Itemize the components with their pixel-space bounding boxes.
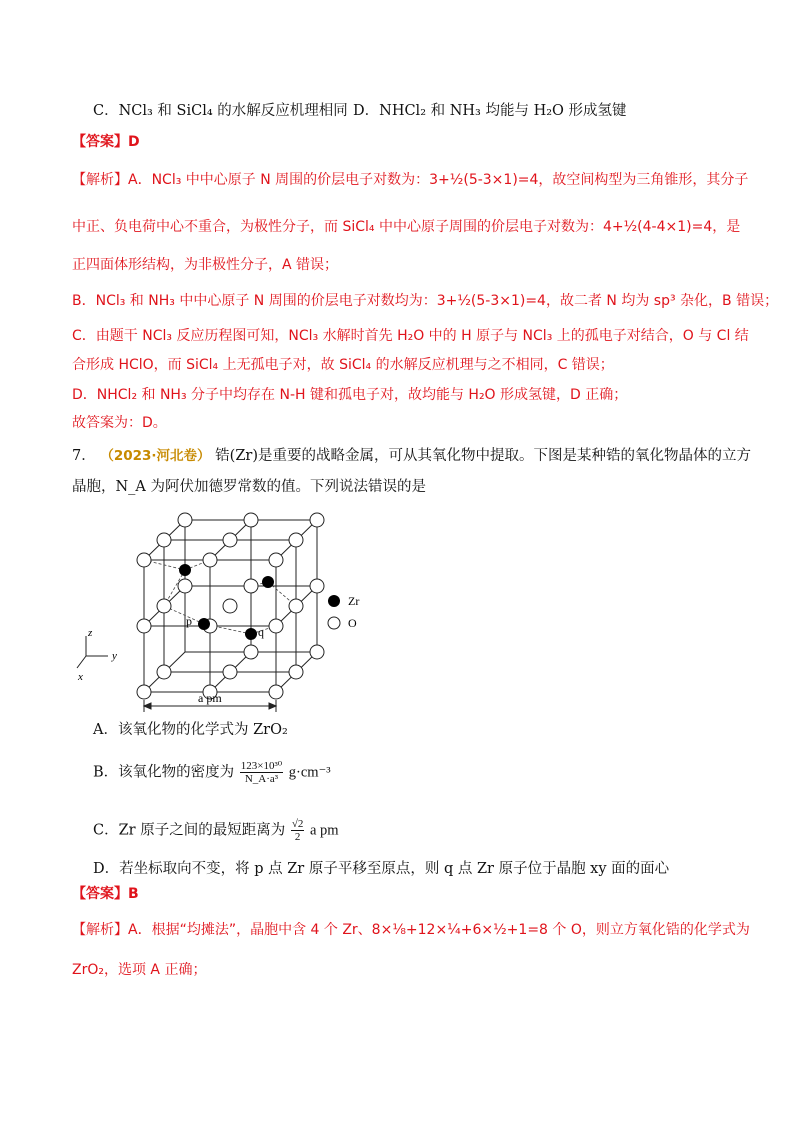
q6-explanation-b: B．NCl₃ 和 NH₃ 中中心原子 N 周围的价层电子对数均为：3+½(5-3×1)=4，故二者 N 均为 sp³ 杂化，B 错误； (72, 293, 779, 309)
q7-density-denominator: N_A·a³ (244, 773, 279, 785)
q7-distance-fraction (291, 818, 305, 843)
q7-source: （2023·河北卷） (100, 448, 211, 464)
q6-explanation-a-2: 中正、负电荷中心不重合，为极性分子，而 SiCl₄ 中中心原子周围的价层电子对数为：4+½(4-4×1)=4，是 (72, 219, 741, 235)
legend-zr-marker (328, 595, 340, 607)
q7-explanation-a-2: ZrO₂，选项 A 正确； (72, 962, 207, 978)
q7-stem-2: 晶胞，N_A 为阿伏加德罗常数的值。下列说法错误的是 (72, 479, 427, 495)
legend-o-marker (328, 617, 340, 629)
q6-explanation-c-2: 合形成 HClO，而 SiCl₄ 上无孤电子对，故 SiCl₄ 的水解反应机理与之不相同，C 错误； (72, 357, 614, 373)
q6-explanation-d: D．NHCl₂ 和 NH₃ 分子中均存在 N-H 键和孤电子对，故均能与 H₂O 形成氢键，D 正确； (72, 387, 628, 403)
legend-o: O (348, 616, 357, 630)
q7-number: 7． (72, 448, 96, 464)
axis-y-label: y (112, 650, 117, 662)
q7-option-d: D．若坐标取向不变，将 p 点 Zr 原子平移至原点，则 q 点 Zr 原子位于晶胞 xy 面的面心 (93, 861, 670, 877)
legend-zr: Zr (348, 594, 360, 608)
label-q: q (258, 625, 264, 639)
q7-stem-1 (72, 446, 751, 466)
q6-option-d-text: D．NHCl₂ 和 NH₃ 均能与 H₂O 形成氢键 (353, 103, 627, 119)
q7-option-b (93, 760, 740, 785)
q7-option-a: A．该氧化物的化学式为 ZrO₂ (93, 722, 288, 738)
oxygen-atoms (137, 513, 324, 699)
q7-distance-numerator: √2 (291, 818, 304, 830)
axes-indicator (77, 636, 108, 668)
q6-explanation-a-1: 【解析】A．NCl₃ 中中心原子 N 周围的价层电子对数为：3+½(5-3×1)=4，故空间构型为三角锥形，其分子 (72, 172, 749, 188)
axis-x-label: x (78, 671, 83, 683)
axis-z-label: z (88, 627, 93, 639)
q7-density-numerator: 123×10³⁰ (240, 760, 283, 772)
dimension-label: a pm (198, 691, 222, 705)
q7-answer: 【答案】B (72, 886, 139, 902)
q7-option-c-text: C．Zr 原子之间的最短距离为 (93, 822, 286, 839)
crystal-cell-figure (72, 508, 372, 718)
label-p: p (186, 614, 192, 628)
q6-explanation-c-1: C．由题干 NCl₃ 反应历程图可知，NCl₃ 水解时首先 H₂O 中的 H 原子与 NCl₃ 上的孤电子对结合，O 与 Cl 结 (72, 328, 749, 344)
q7-distance-denominator: 2 (294, 831, 301, 843)
q7-density-fraction (240, 760, 283, 785)
q7-stem-text-1: 锆(Zr)是重要的战略金属，可从其氧化物中提取。下图是某种锆的氧化物晶体的立方 (215, 448, 751, 464)
q6-option-d (353, 101, 740, 121)
q6-explanation-a-3: 正四面体形结构，为非极性分子，A 错误； (72, 257, 339, 273)
q7-option-c (93, 818, 740, 843)
q6-conclusion: 故答案为：D。 (72, 415, 167, 431)
q6-answer: 【答案】D (72, 134, 140, 150)
q7-explanation-a-1: 【解析】A．根据“均摊法”，晶胞中含 4 个 Zr、8×⅛+12×¼+6×½+1=8 个 O，则立方氧化锆的化学式为 (72, 922, 750, 938)
q6-option-c-text: C．NCl₃ 和 SiCl₄ 的水解反应机理相同 (93, 103, 348, 119)
q7-density-unit: g·cm⁻³ (288, 764, 331, 781)
q7-distance-unit: a pm (309, 822, 339, 839)
q7-option-b-text: B．该氧化物的密度为 (93, 764, 235, 781)
